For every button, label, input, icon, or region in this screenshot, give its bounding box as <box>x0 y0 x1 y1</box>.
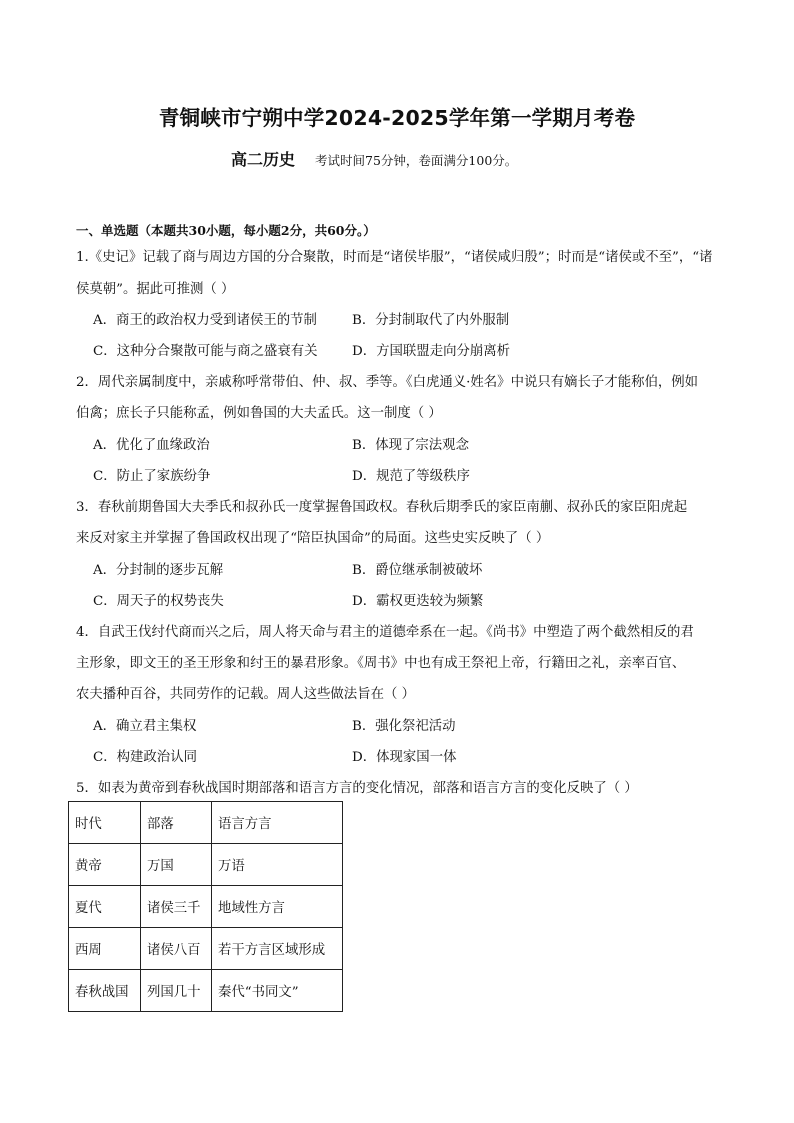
subject-label: 高二历史 <box>231 150 296 169</box>
exam-info: 考试时间75分钟，卷面满分100分。 <box>315 153 518 168</box>
question-4-option-d: D．体现家国一体 <box>352 750 457 765</box>
section-title: 一、单选题（本题共30小题，每小题2分，共60分。） <box>76 223 376 238</box>
table-header-era: 时代 <box>69 802 141 844</box>
question-3-option-a: A．分封制的逐步瓦解 <box>93 563 224 578</box>
question-1-line-1: 1.《史记》记载了商与周边方国的分合聚散，时而是“诸侯毕服”，“诸侯咸归殷”；时而是“诸侯或不至”，“诸 <box>76 250 713 265</box>
question-1-line-2: 侯莫朝”。据此可推测（ ） <box>76 282 235 297</box>
table-cell: 黄帝 <box>69 844 141 886</box>
question-1-option-b: B．分封制取代了内外服制 <box>352 313 510 328</box>
question-2-line-1: 2．周代亲属制度中，亲戚称呼常带伯、仲、叔、季等。《白虎通义·姓名》中说只有嫡长子才能称伯，例如 <box>76 375 699 390</box>
question-2-option-c: C．防止了家族纷争 <box>93 469 211 484</box>
table-cell: 诸侯三千 <box>141 886 212 928</box>
question-4-line-2: 主形象，即文王的圣王形象和纣王的暴君形象。《周书》中也有成王祭祀上帝，行籍田之礼，亲率百官、 <box>76 656 686 671</box>
question-2-option-d: D．规范了等级秩序 <box>352 469 470 484</box>
exam-subtitle <box>231 147 517 170</box>
question-5-line-1: 5．如表为黄帝到春秋战国时期部落和语言方言的变化情况，部落和语言方言的变化反映了（ ） <box>76 781 638 796</box>
table-cell: 万语 <box>212 844 343 886</box>
table-cell: 列国几十 <box>141 970 212 1012</box>
question-3-option-d: D．霸权更迭较为频繁 <box>352 594 484 609</box>
question-1-option-a: A．商王的政治权力受到诸侯王的节制 <box>93 313 317 328</box>
question-3-line-1: 3．春秋前期鲁国大夫季氏和叔孙氏一度掌握鲁国政权。春秋后期季氏的家臣南蒯、叔孙氏的家臣阳虎起 <box>76 500 688 515</box>
table-cell: 夏代 <box>69 886 141 928</box>
table-row <box>69 886 343 928</box>
dialect-table <box>68 801 343 1012</box>
table-cell: 地域性方言 <box>212 886 343 928</box>
table-cell: 诸侯八百 <box>141 928 212 970</box>
table-header-tribe: 部落 <box>141 802 212 844</box>
question-1-option-c: C．这种分合聚散可能与商之盛衰有关 <box>93 344 318 359</box>
question-3-option-b: B．爵位继承制被破坏 <box>352 563 483 578</box>
question-4-option-b: B．强化祭祀活动 <box>352 719 456 734</box>
table-cell: 西周 <box>69 928 141 970</box>
table-row <box>69 844 343 886</box>
table-row <box>69 802 343 844</box>
table-row <box>69 970 343 1012</box>
question-1-option-d: D．方国联盟走向分崩离析 <box>352 344 511 359</box>
table-cell: 若干方言区域形成 <box>212 928 343 970</box>
table-cell: 春秋战国 <box>69 970 141 1012</box>
question-2-line-2: 伯禽；庶长子只能称孟，例如鲁国的大夫孟氏。这一制度（ ） <box>76 406 442 421</box>
table-row <box>69 928 343 970</box>
question-4-line-1: 4．自武王伐纣代商而兴之后，周人将天命与君主的道德牵系在一起。《尚书》中塑造了两个截然相反的君 <box>76 625 694 640</box>
question-4-option-c: C．构建政治认同 <box>93 750 197 765</box>
question-2-option-b: B．体现了宗法观念 <box>352 438 469 453</box>
exam-title: 青铜峡市宁朔中学2024-2025学年第一学期月考卷 <box>158 106 636 130</box>
question-4-line-3: 农夫播种百谷，共同劳作的记载。周人这些做法旨在（ ） <box>76 687 416 702</box>
table-header-dialect: 语言方言 <box>212 802 343 844</box>
question-3-option-c: C．周天子的权势丧失 <box>93 594 224 609</box>
table-cell: 秦代“书同文” <box>212 970 343 1012</box>
question-4-option-a: A．确立君主集权 <box>93 719 197 734</box>
table-cell: 万国 <box>141 844 212 886</box>
question-3-line-2: 来反对家主并掌握了鲁国政权出现了“陪臣执国命”的局面。这些史实反映了（ ） <box>76 531 550 546</box>
question-2-option-a: A．优化了血缘政治 <box>93 438 210 453</box>
